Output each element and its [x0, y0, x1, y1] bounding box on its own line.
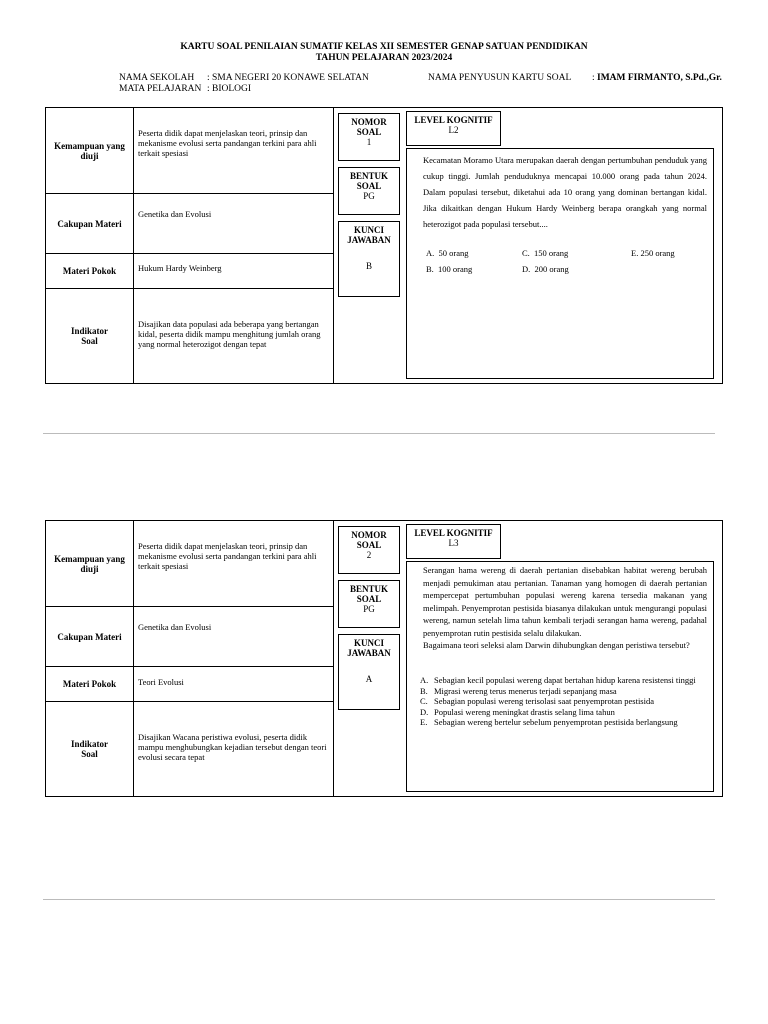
- document-title: KARTU SOAL PENILAIAN SUMATIF KELAS XII SEMESTER GENAP SATUAN PENDIDIKAN: [180, 42, 588, 52]
- separator-line: [43, 433, 715, 434]
- option-c: C. Sebagian populasi wereng terisolasi saat penyemprotan pestisida: [420, 696, 654, 706]
- value-cakupan: Genetika dan Evolusi: [138, 622, 212, 632]
- label-cakupan: Cakupan Materi: [46, 607, 134, 666]
- separator-line: [43, 899, 715, 900]
- value-cakupan: Genetika dan Evolusi: [138, 209, 212, 219]
- bentuk-soal-box: [338, 167, 400, 215]
- question-prompt: Bagaimana teori seleksi alam Darwin dihubungkan dengan peristiwa tersebut?: [423, 640, 690, 650]
- value-kemampuan: Peserta didik dapat menjelaskan teori, prinsip dan mekanisme evolusi serta pandangan terkini para ahli terkait spesiasi: [138, 128, 317, 158]
- bentuk-soal-label: BENTUK SOAL: [349, 584, 388, 604]
- option-b: B. Migrasi wereng terus menerus terjadi sepanjang masa: [420, 685, 617, 696]
- question-card-1: [45, 107, 723, 384]
- subject-value: : BIOLOGI: [207, 84, 252, 94]
- subject-label: MATA PELAJARAN: [119, 84, 202, 94]
- nomor-soal-label: NOMOR SOAL: [351, 530, 387, 550]
- nomor-soal-label: NOMOR SOAL: [351, 117, 387, 137]
- value-indikator: Disajikan data populasi ada beberapa yang bertangan kidal, peserta didik mampu menghitung jumlah orang yang normal heterozigot dengan tepat: [138, 319, 321, 349]
- nomor-soal-value: 2: [366, 550, 372, 560]
- level-kognitif-value: L2: [448, 125, 459, 135]
- label-cakupan: Cakupan Materi: [46, 194, 134, 253]
- kunci-jawaban-label: KUNCI JAWABAN: [347, 638, 391, 658]
- question-text: Kecamatan Moramo Utara merupakan daerah dengan pertumbuhan penduduk yang cukup tinggi. Jumlah penduduknya mencapai 10.000 orang pada tahun 2024. Dalam populasi tersebut, diketahui ada 10 orang yang dominan bertangan kidal. Jika dikaitkan dengan Hukum Hardy Weinberg berapa orangkah yang normal heterozigot pada populasi tersebut....: [423, 155, 707, 229]
- bentuk-soal-value: PG: [363, 191, 375, 201]
- row-indikator: [46, 289, 334, 383]
- author-colon: :: [592, 73, 595, 83]
- nomor-soal-box: [338, 526, 400, 574]
- value-indikator: Disajikan Wacana peristiwa evolusi, peserta didik mampu menghubungkan kejadian tersebut dengan teori evolusi secara tepat: [138, 732, 327, 762]
- school-label: NAMA SEKOLAH: [119, 73, 195, 83]
- nomor-soal-box: [338, 113, 400, 161]
- value-materi-pokok: Hukum Hardy Weinberg: [138, 263, 222, 273]
- nomor-soal-value: 1: [366, 137, 372, 147]
- label-indikator: Indikator Soal: [46, 702, 134, 796]
- row-indikator: [46, 702, 334, 796]
- row-kemampuan: [46, 108, 334, 194]
- document-subtitle: TAHUN PELAJARAN 2023/2024: [315, 53, 453, 63]
- bentuk-soal-box: [338, 580, 400, 628]
- row-cakupan: [46, 194, 334, 254]
- kunci-jawaban-value: A: [365, 674, 373, 684]
- question-card-2: [45, 520, 723, 797]
- row-materi-pokok: [46, 667, 334, 702]
- question-box: [406, 148, 714, 379]
- option-a: A. Sebagian kecil populasi wereng dapat bertahan hidup karena resistensi tinggi: [420, 675, 696, 685]
- options-list: [420, 675, 703, 728]
- bentuk-soal-label: BENTUK SOAL: [349, 171, 388, 191]
- option-e: E. 250 orang: [631, 248, 675, 258]
- option-c: C. 150 orang: [522, 248, 569, 258]
- option-d: D. 200 orang: [522, 264, 569, 274]
- kunci-jawaban-box: [338, 221, 400, 297]
- kunci-jawaban-value: B: [365, 261, 372, 271]
- row-materi-pokok: [46, 254, 334, 289]
- kunci-jawaban-box: [338, 634, 400, 710]
- kunci-jawaban-label: KUNCI JAWABAN: [347, 225, 391, 245]
- school-value: : SMA NEGERI 20 KONAWE SELATAN: [207, 73, 369, 83]
- level-kognitif-label: LEVEL KOGNITIF: [414, 115, 493, 125]
- option-e: E. Sebagian wereng bertelur sebelum penyemprotan pestisida berlangsung: [420, 717, 678, 727]
- label-indikator: Indikator Soal: [46, 289, 134, 383]
- label-materi-pokok: Materi Pokok: [46, 667, 134, 701]
- level-kognitif-box: [406, 524, 501, 559]
- info-table: [46, 108, 334, 383]
- question-text: Serangan hama wereng di daerah pertanian disebabkan habitat wereng berubah menjadi pemukiman atau pertanian. Tanaman yang homogen di daerah pertanian mempercepat pertumbuhan populasi wereng karena tersedia makanan yang melimpah. Penyemprotan pestisida biasanya dilakukan untuk mengurangi populasi wereng, namun setelah lima tahun kembali terjadi serangan hama wereng, padahal penyemprotan rutin pestisida selalu dilakukan.: [423, 565, 707, 638]
- option-b: B. 100 orang: [426, 264, 473, 274]
- author-value: IMAM FIRMANTO, S.Pd.,Gr.: [597, 73, 722, 83]
- level-kognitif-label: LEVEL KOGNITIF: [414, 528, 493, 538]
- level-kognitif-box: [406, 111, 501, 146]
- option-d: D. Populasi wereng meningkat drastis selang lima tahun: [420, 706, 615, 717]
- label-kemampuan: Kemampuan yang diuji: [46, 521, 134, 606]
- label-kemampuan: Kemampuan yang diuji: [46, 108, 134, 193]
- value-materi-pokok: Teori Evolusi: [138, 677, 184, 687]
- option-a: A. 50 orang: [426, 248, 469, 258]
- row-cakupan: [46, 607, 334, 667]
- author-label: NAMA PENYUSUN KARTU SOAL: [428, 73, 572, 83]
- value-kemampuan: Peserta didik dapat menjelaskan teori, prinsip dan mekanisme evolusi serta pandangan terkini para ahli terkait spesiasi: [138, 541, 317, 571]
- level-kognitif-value: L3: [448, 538, 459, 548]
- bentuk-soal-value: PG: [363, 604, 375, 614]
- label-materi-pokok: Materi Pokok: [46, 254, 134, 288]
- question-box: [406, 561, 714, 792]
- row-kemampuan: [46, 521, 334, 607]
- info-table: [46, 521, 334, 796]
